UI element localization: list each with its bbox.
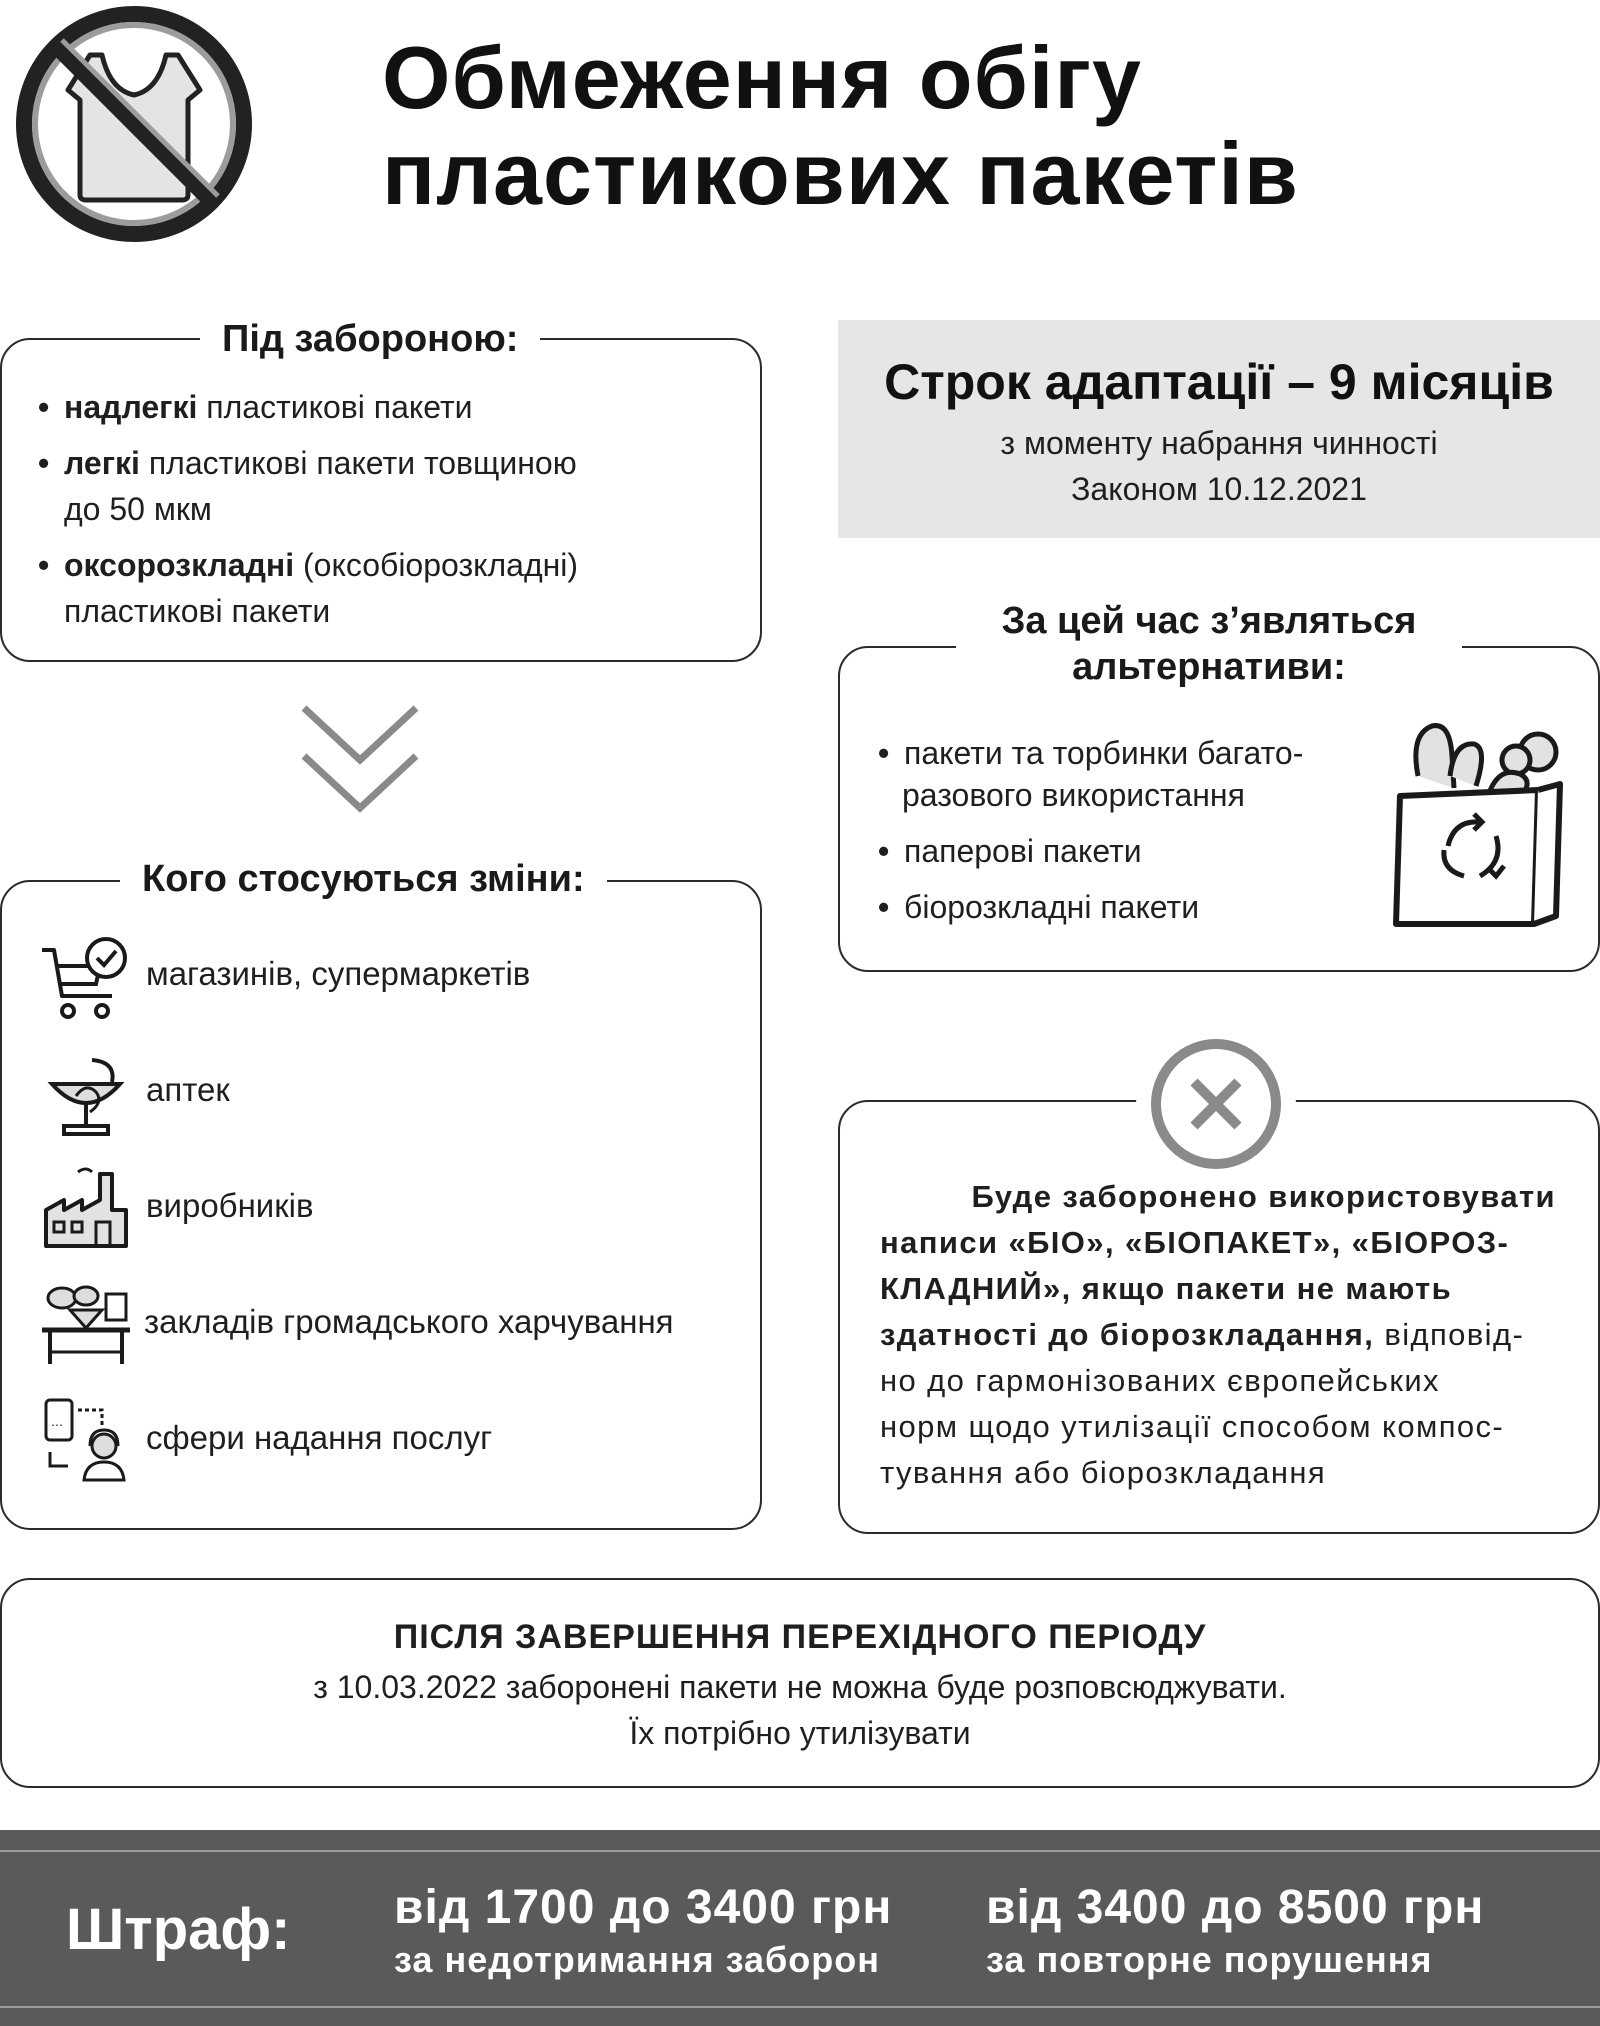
after-transition-text (2, 1664, 1598, 1756)
after-transition-box (0, 1578, 1600, 1788)
fine-first-amount: від 1700 до 3400 грн (394, 1881, 893, 1934)
banned-item-3-cont: пластикові пакети (64, 593, 331, 629)
service-support-icon (42, 1396, 132, 1482)
fine-first-desc: за недотримання заборон (394, 1939, 880, 1980)
grocery-bag-recycle-icon (1388, 716, 1574, 934)
no-plastic-bag-icon (10, 0, 258, 248)
prohibition-text-4: відповід- (1374, 1317, 1525, 1352)
pharmacy-bowl-icon (46, 1052, 126, 1138)
prohibition-text-7: тування або біорозкладання (880, 1455, 1327, 1490)
alternatives-item-3: • біорозкладні пакети (878, 889, 1200, 925)
banned-item-3-text: (оксобіорозкладні) (294, 547, 579, 583)
alternatives-heading-line-1: За цей час з’являться (1001, 600, 1417, 642)
alternatives-item-3-text: біорозкладні пакети (904, 889, 1200, 925)
after-transition-line-1: з 10.03.2022 заборонені пакети не можна буде розповсюджувати. (313, 1669, 1287, 1705)
shopping-cart-check-icon (40, 936, 130, 1022)
banned-item-2-text: пластикові пакети товщиною (139, 445, 577, 481)
prohibition-bold-4: здатності до біорозкладання, (880, 1317, 1375, 1352)
page-title-line-1: Обмеження обігу (382, 28, 1142, 127)
fine-bar-bottom-line (0, 2006, 1600, 2008)
affected-item-shops: магазинів, супермаркетів (146, 955, 531, 992)
prohibition-bold-2: написи «БІО», «БІОПАКЕТ», «БІОРОЗ- (880, 1225, 1510, 1260)
banned-item-2-bold: легкі (64, 445, 140, 481)
page-title (382, 30, 1382, 222)
banned-item-2-cont: до 50 мкм (64, 491, 212, 527)
affected-item-producers: виробників (146, 1187, 314, 1224)
prohibition-bold-3: КЛАДНИЙ», якщо пакети не мають (880, 1271, 1453, 1306)
affected-item-catering: закладів громадського харчування (144, 1303, 674, 1340)
alternatives-item-1-cont: разового використання (902, 777, 1245, 813)
alternatives-heading (956, 598, 1462, 690)
catering-table-icon (40, 1280, 132, 1366)
adaptation-subtitle (838, 420, 1600, 512)
fine-label: Штраф: (66, 1897, 291, 1962)
svg-text:…: … (51, 1415, 63, 1429)
banned-item-2: • легкі пластикові пакети товщиною (38, 445, 577, 481)
fine-second-amount: від 3400 до 8500 грн (986, 1881, 1485, 1934)
affected-item-services: сфери надання послуг (146, 1419, 493, 1456)
prohibition-text-6: норм щодо утилізації способом компос- (880, 1409, 1505, 1444)
page-title-line-2: пластикових пакетів (382, 124, 1299, 223)
after-transition-heading: ПІСЛЯ ЗАВЕРШЕННЯ ПЕРЕХІДНОГО ПЕРІОДУ (393, 1618, 1207, 1656)
adaptation-sub-line-2: Законом 10.12.2021 (1071, 471, 1367, 507)
prohibition-bold-1: Буде заборонено використовувати (971, 1179, 1556, 1214)
alternatives-heading-line-2: альтернативи: (1072, 646, 1346, 688)
banned-item-1-bold: надлегкі (64, 389, 198, 425)
banned-item-3: • оксорозкладні (оксобіорозкладні) (38, 547, 579, 583)
fine-second-desc: за повторне порушення (986, 1939, 1433, 1980)
fine-bar-top-line (0, 1850, 1600, 1852)
adaptation-heading: Строк адаптації – 9 місяців (884, 354, 1554, 410)
alternatives-item-1: • пакети та торбинки багато- (878, 735, 1304, 771)
affected-heading: Кого стосуються зміни: (120, 856, 607, 902)
factory-icon (42, 1164, 130, 1250)
adaptation-sub-line-1: з моменту набрання чинності (1000, 425, 1438, 461)
banned-item-1: • надлегкі пластикові пакети (38, 389, 473, 425)
banned-heading: Під забороною: (200, 316, 540, 362)
banned-item-1-text: пластикові пакети (197, 389, 473, 425)
fine-bar (0, 1830, 1600, 2026)
alternatives-item-1-text: пакети та торбинки багато- (904, 735, 1304, 771)
chevron-down-icon (296, 700, 424, 820)
banned-item-3-bold: оксорозкладні (64, 547, 295, 583)
prohibition-text (880, 1174, 1556, 1496)
alternatives-item-2-text: паперові пакети (904, 833, 1142, 869)
prohibition-text-5: но до гармонізованих європейських (880, 1363, 1440, 1398)
alternatives-item-2: • паперові пакети (878, 833, 1142, 869)
cross-circle-icon (1136, 1024, 1296, 1184)
affected-item-pharmacies: аптек (146, 1071, 230, 1108)
after-transition-line-2: Їх потрібно утилізувати (629, 1715, 971, 1751)
adaptation-panel (838, 320, 1600, 538)
